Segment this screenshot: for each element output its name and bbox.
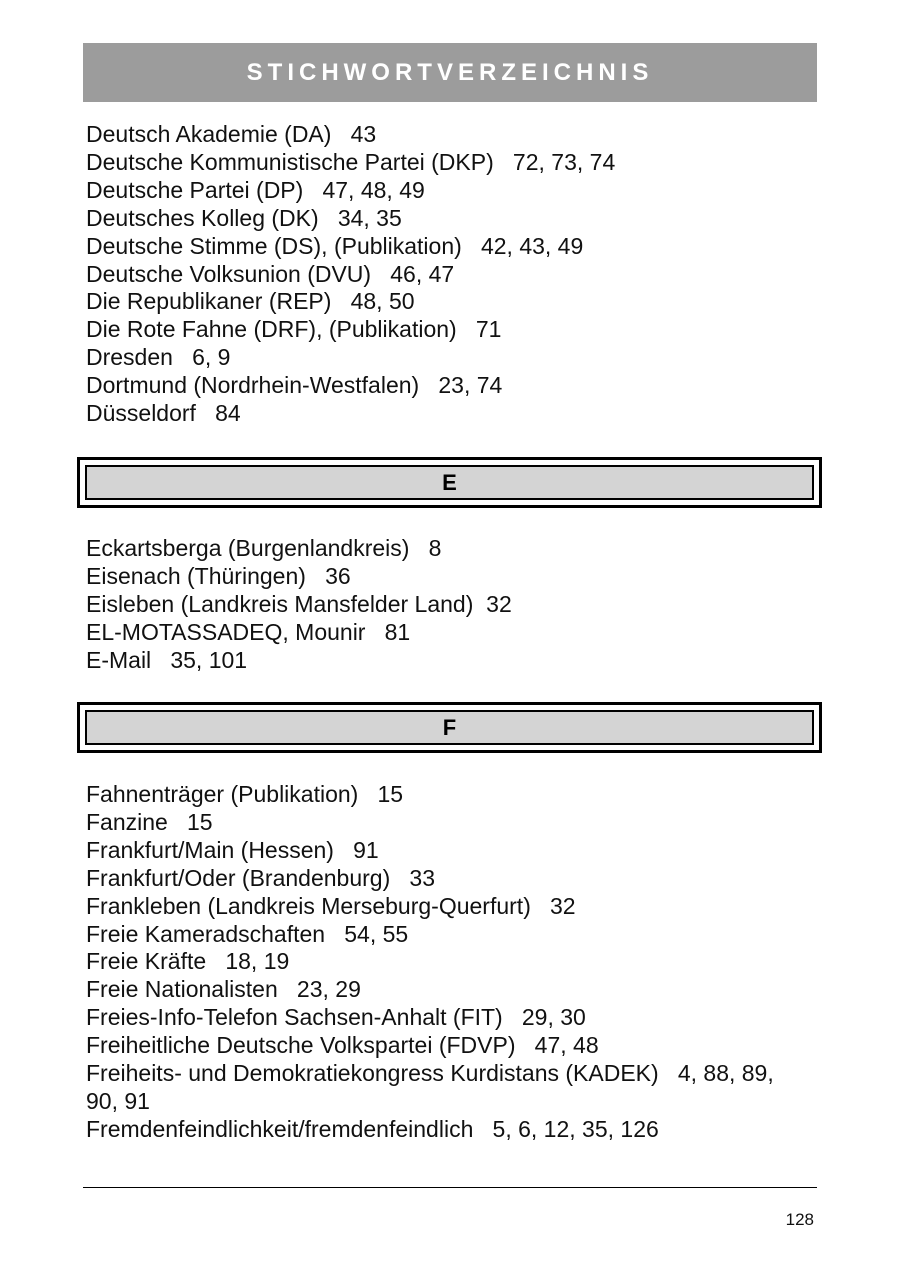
index-entry: Die Republikaner (REP) 48, 50 [86,288,415,315]
section-d-entries [86,121,816,428]
index-entry: Frankleben (Landkreis Merseburg-Querfurt) 32 [86,892,576,919]
index-entry: Freiheitliche Deutsche Volkspartei (FDVP) 47, 48 [86,1032,599,1059]
index-entry: Deutsche Partei (DP) 47, 48, 49 [86,176,425,203]
index-entry: E-Mail 35, 101 [86,646,248,673]
index-entry: Freies-Info-Telefon Sachsen-Anhalt (FIT) 29, 30 [86,1004,586,1031]
index-entry: Dresden 6, 9 [86,344,231,371]
index-entry: Deutsches Kolleg (DK) 34, 35 [86,204,402,231]
index-entry: Fanzine 15 [86,808,213,835]
section-e-entries [86,535,816,675]
index-entry: Dortmund (Nordrhein-Westfalen) 23, 74 [86,372,503,399]
index-entry: Freie Nationalisten 23, 29 [86,976,361,1003]
index-title: STICHWORTVERZEICHNIS [246,58,654,86]
index-title-bar [83,43,817,102]
index-entry: Freiheits- und Demokratiekongress Kurdistans (KADEK) 4, 88, 89, [86,1060,774,1087]
index-entry: Deutsche Volksunion (DVU) 46, 47 [86,260,455,287]
index-entry: Deutsche Stimme (DS), (Publikation) 42, 43, 49 [86,232,584,259]
index-entry: Frankfurt/Oder (Brandenburg) 33 [86,864,435,891]
index-entry: Frankfurt/Main (Hessen) 91 [86,836,379,863]
index-entry: Fremdenfeindlichkeit/fremdenfeindlich 5, 6, 12, 35, 126 [86,1115,659,1142]
footer-rule [83,1187,817,1188]
index-entry: Deutsche Kommunistische Partei (DKP) 72, 73, 74 [86,148,616,175]
index-entry: Eisleben (Landkreis Mansfelder Land) 32 [86,590,512,617]
section-letter-f: F [85,710,814,745]
index-entry: Fahnenträger (Publikation) 15 [86,781,404,807]
index-entry: Freie Kameradschaften 54, 55 [86,920,409,947]
index-entry: Düsseldorf 84 [86,400,241,427]
index-entry: Eckartsberga (Burgenlandkreis) 8 [86,535,442,561]
section-f-entries [86,781,816,1144]
index-entry: Eisenach (Thüringen) 36 [86,562,351,589]
index-entry: EL-MOTASSADEQ, Mounir 81 [86,618,411,645]
section-heading-e [77,457,822,508]
index-entry: Freie Kräfte 18, 19 [86,948,290,975]
index-entry: Die Rote Fahne (DRF), (Publikation) 71 [86,316,502,343]
section-heading-f [77,702,822,753]
index-entry: Deutsch Akademie (DA) 43 [86,121,377,147]
section-letter-e: E [85,465,814,500]
index-entry-continuation: 90, 91 [86,1087,150,1114]
page-number: 128 [785,1210,814,1229]
